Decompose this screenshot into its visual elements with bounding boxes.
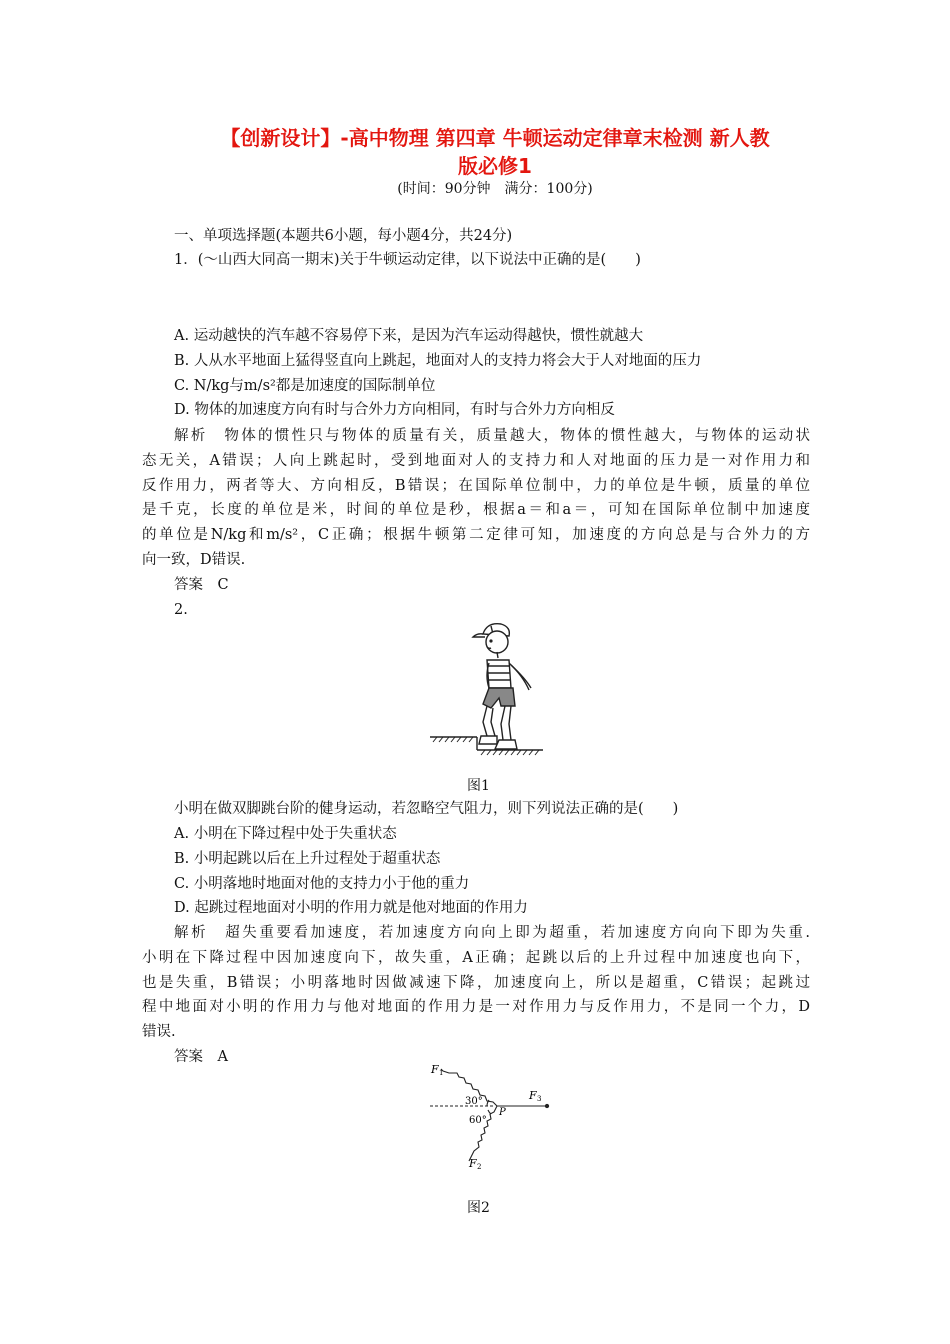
q1-analysis-line: 解析 物体的惯性只与物体的质量有关，质量越大，物体的惯性越大，与物体的运动状 — [174, 428, 810, 444]
section-heading: 一、单项选择题(本题共6小题，每小题4分，共24分) — [174, 228, 513, 244]
q1-answer: 答案 C — [174, 577, 229, 593]
angle-30-label: 30° — [465, 1096, 483, 1107]
figure-2-caption: 图2 — [467, 1200, 490, 1216]
angle-60-label: 60° — [469, 1115, 487, 1126]
question-1-stem: 1．(～山西大同高一期末)关于牛顿运动定律，以下说法中正确的是( ) — [174, 252, 641, 268]
point-p-label: P — [499, 1107, 506, 1118]
q1-option-d: D. 物体的加速度方向有时与合外力方向相同，有时与合外力方向相反 — [174, 402, 615, 418]
f2-subscript: 2 — [477, 1163, 482, 1171]
q2-answer: 答案 A — [174, 1049, 228, 1065]
question-2-number: 2. — [174, 602, 188, 618]
f2-label: F — [469, 1157, 477, 1170]
f3-subscript: 3 — [537, 1095, 542, 1103]
figure-1-caption: 图1 — [467, 778, 490, 794]
q2-option-b: B. 小明起跳以后在上升过程处于超重状态 — [174, 851, 441, 867]
document-title-line2: 版必修1 — [458, 154, 532, 178]
document-title-line1: 【创新设计】-高中物理 第四章 牛顿运动定律章末检测 新人教 — [220, 126, 770, 150]
f3-label: F — [529, 1089, 537, 1102]
q1-analysis-line: 态无关，A错误；人向上跳起时，受到地面对人的支持力和人对地面的压力是一对作用力和 — [142, 453, 810, 469]
exam-info: (时间：90分钟 满分：100分) — [397, 181, 593, 197]
q2-analysis-line: 小明在下降过程中因加速度向下，故失重，A正确；起跳以后的上升过程中加速度也向下， — [142, 950, 810, 966]
q1-analysis-line: 向一致，D错误. — [142, 552, 246, 568]
q1-option-c: C. N/kg与m/s²都是加速度的国际制单位 — [174, 378, 436, 394]
q2-analysis-line: 程中地面对小明的作用力与他对地面的作用力是一对作用力与反作用力，不是同一个力，D — [142, 999, 810, 1015]
q2-option-c: C. 小明落地时地面对他的支持力小于他的重力 — [174, 876, 470, 892]
q1-option-b: B. 人从水平地面上猛得竖直向上跳起，地面对人的支持力将会大于人对地面的压力 — [174, 353, 702, 369]
q2-analysis-line: 也是失重，B错误；小明落地时因做减速下降，加速度向上，所以是超重，C错误；起跳过 — [142, 975, 810, 991]
f1-subscript: 1 — [439, 1069, 444, 1077]
q1-analysis-line: 反作用力，两者等大、方向相反，B错误；在国际单位制中，力的单位是牛顿，质量的单位 — [142, 478, 810, 494]
question-2-stem: 小明在做双脚跳台阶的健身运动，若忽略空气阻力，则下列说法正确的是( ) — [174, 801, 679, 817]
q1-analysis-line: 的单位是N/kg和m/s²，C正确；根据牛顿第二定律可知，加速度的方向总是与合外力的方 — [142, 527, 810, 543]
q2-analysis-line: 错误. — [142, 1024, 176, 1040]
q1-analysis-line: 是千克，长度的单位是米，时间的单位是秒，根据a＝和a＝，可知在国际单位制中加速度 — [142, 502, 810, 518]
jumping-boy-figure — [425, 618, 555, 758]
q1-option-a: A. 运动越快的汽车越不容易停下来，是因为汽车运动得越快，惯性就越大 — [174, 328, 644, 344]
force-diagram — [425, 1065, 565, 1175]
f1-label: F — [431, 1065, 439, 1076]
q2-option-a: A. 小明在下降过程中处于失重状态 — [174, 826, 397, 842]
q2-option-d: D. 起跳过程地面对小明的作用力就是他对地面的作用力 — [174, 900, 528, 916]
q2-analysis-line: 解析 超失重要看加速度，若加速度方向向上即为超重，若加速度方向向下即为失重. — [174, 925, 810, 941]
